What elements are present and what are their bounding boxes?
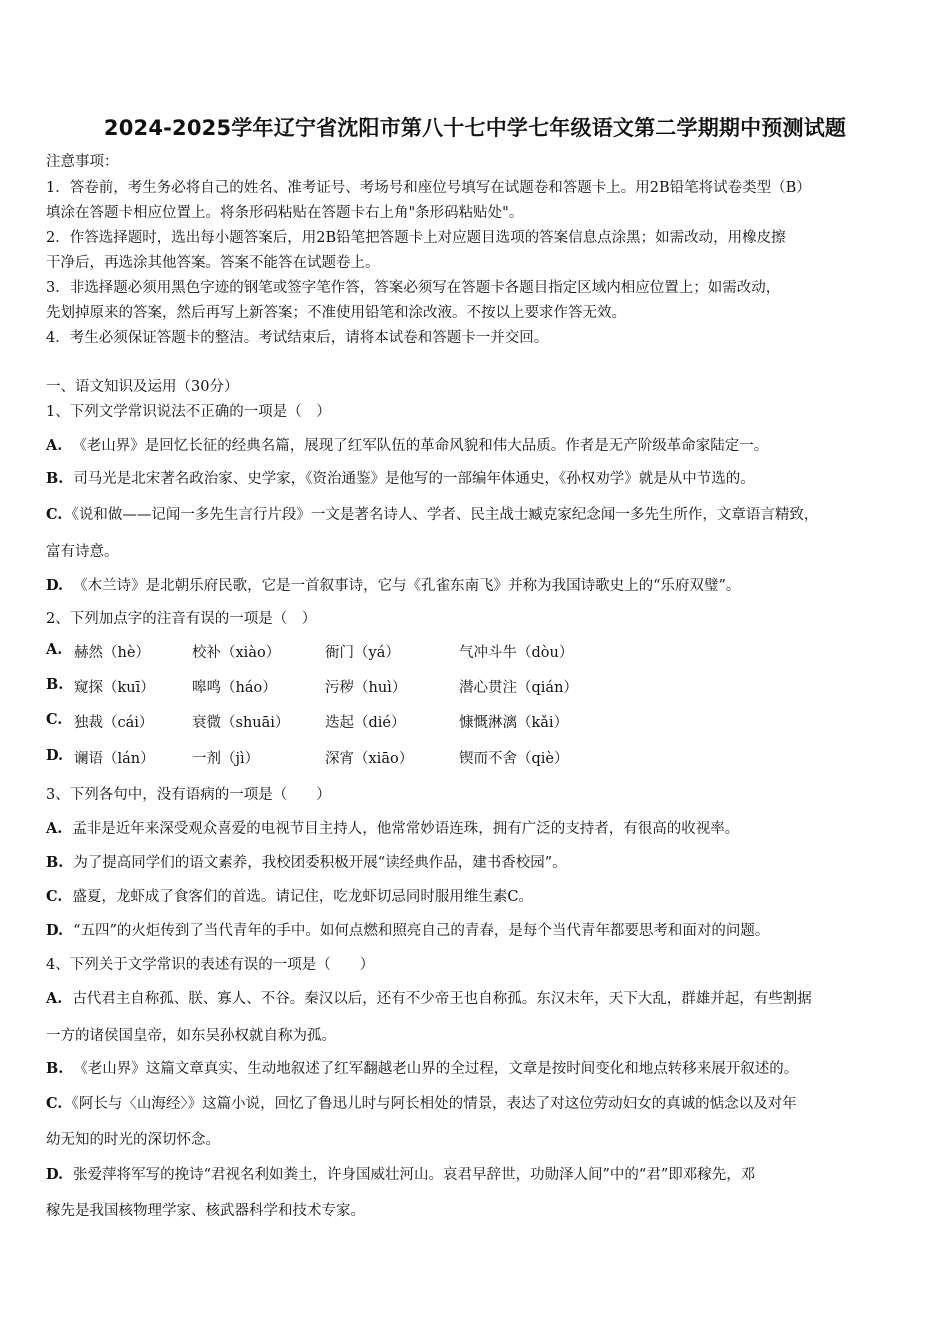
- q3-option-d: [46, 919, 769, 940]
- notice-heading: 注意事项：: [46, 154, 119, 170]
- q4-option-a-cont: 一方的诸侯国皇帝，如东吴孙权就自称为孤。: [46, 1028, 336, 1044]
- q1-option-a: [46, 434, 768, 455]
- option-label: A.: [46, 990, 63, 1007]
- option-text: 盛夏，龙虾成了食客们的首选。请记住，吃龙虾切忌同时服用维生素C。: [72, 889, 533, 905]
- section-heading: 一、语文知识及运用（30分）: [46, 379, 239, 395]
- option-text: 《老山界》是回忆长征的经典名篇，展现了红军队伍的革命风貌和伟大品质。作者是无产阶级革命家陆定一。: [72, 438, 769, 454]
- q2-item: 一剂（jì）: [192, 751, 260, 767]
- q2-item: 校补（xiào）: [192, 645, 281, 661]
- question-1-stem: 1、下列文学常识说法不正确的一项是（ ）: [46, 404, 331, 420]
- option-text: “五四”的火炬传到了当代青年的手中。如何点燃和照亮自己的青春，是每个当代青年都要思考和面对的问题。: [73, 923, 770, 939]
- option-text: 《木兰诗》是北朝乐府民歌，它是一首叙事诗，它与《孔雀东南飞》并称为我国诗歌史上的“乐府双璧”。: [73, 578, 741, 594]
- option-text: 孟非是近年来深受观众喜爱的电视节目主持人，他常常妙语连珠，拥有广泛的支持者，有很高的收视率。: [72, 821, 740, 837]
- option-label: B.: [46, 470, 64, 487]
- q4-option-d: [46, 1163, 755, 1184]
- q2-row-label: B.: [46, 676, 64, 693]
- q2-item: 污秽（huì）: [325, 680, 407, 696]
- notice-line: 填涂在答题卡相应位置上。将条形码粘贴在答题卡右上角"条形码粘贴处"。: [46, 205, 524, 221]
- q2-item: 气冲斗牛（dòu）: [459, 645, 574, 661]
- notice-line: 1．答卷前，考生务必将自己的姓名、准考证号、考场号和座位号填写在试题卷和答题卡上。用2B铅笔将试卷类型（B）: [46, 180, 811, 196]
- q1-option-c: [46, 503, 818, 524]
- option-text: 为了提高同学们的语文素养，我校团委积极开展“读经典作品，建书香校园”。: [73, 855, 567, 871]
- q2-row-label: A.: [46, 641, 63, 658]
- q3-option-c: [46, 885, 533, 906]
- q2-item: 独裁（cái）: [74, 715, 154, 731]
- option-label: D.: [46, 577, 64, 594]
- option-text: 《阿长与〈山海经〉》这篇小说，回忆了鲁迅儿时与阿长相处的情景，表达了对这位劳动妇女的真诚的惦念以及对年: [64, 1096, 797, 1112]
- q1-option-c-cont: 富有诗意。: [46, 544, 119, 560]
- q3-option-a: [46, 817, 739, 838]
- option-text: 《老山界》这篇文章真实、生动地叙述了红军翻越老山界的全过程，文章是按时间变化和地点转移来展开叙述的。: [73, 1061, 799, 1077]
- q4-option-c-cont: 幼无知的时光的深切怀念。: [46, 1132, 220, 1148]
- option-text: 司马光是北宋著名政治家、史学家，《资治通鉴》是他写的一部编年体通史，《孙权劝学》就是从中节选的。: [73, 471, 755, 487]
- notice-line: 先划掉原来的答案，然后再写上新答案；不准使用铅笔和涂改液。不按以上要求作答无效。: [46, 305, 626, 321]
- q2-row-label: C.: [46, 711, 63, 728]
- question-2-stem: 2、下列加点字的注音有误的一项是（ ）: [46, 611, 317, 627]
- question-3-stem: 3、下列各句中，没有语病的一项是（ ）: [46, 787, 331, 803]
- q2-item: 衰微（shuāi）: [192, 715, 290, 731]
- q4-option-b: [46, 1057, 798, 1078]
- option-label: D.: [46, 922, 64, 939]
- option-label: C.: [46, 888, 63, 905]
- q4-option-d-cont: 稼先是我国核物理学家、核武器科学和技术专家。: [46, 1203, 365, 1219]
- q2-item: 嗥鸣（háo）: [192, 680, 277, 696]
- q1-option-d: [46, 574, 740, 595]
- notice-line: 3．非选择题必须用黑色字迹的钢笔或签字笔作答，答案必须写在答题卡各题目指定区域内相应位置上；如需改动，: [46, 280, 781, 296]
- notice-line: 干净后，再选涂其他答案。答案不能答在试题卷上。: [46, 255, 380, 271]
- q2-item: 窥探（kuī）: [74, 680, 155, 696]
- option-label: A.: [46, 820, 63, 837]
- q3-option-b: [46, 851, 567, 872]
- notice-line: 2．作答选择题时，选出每小题答案后，用2B铅笔把答题卡上对应题目选项的答案信息点涂黑；如需改动，用橡皮擦: [46, 230, 786, 246]
- q2-item: 迭起（dié）: [325, 715, 406, 731]
- q4-option-a: [46, 987, 812, 1008]
- q2-item: 谰语（lán）: [74, 751, 155, 767]
- notice-line: 4．考生必须保证答题卡的整洁。考试结束后，请将本试卷和答题卡一并交回。: [46, 330, 549, 346]
- option-label: A.: [46, 437, 63, 454]
- q2-item: 慷慨淋漓（kǎi）: [459, 715, 569, 731]
- q2-item: 赫然（hè）: [74, 645, 150, 661]
- option-label: B.: [46, 1060, 64, 1077]
- option-label: C.: [46, 506, 63, 523]
- option-text: 张爱萍将军写的挽诗“君视名利如粪土，许身国威壮河山。哀君早辞世，功勋泽人间”中的“君”即邓稼先，邓: [73, 1167, 756, 1183]
- page-title: 2024-2025学年辽宁省沈阳市第八十七中学七年级语文第二学期期中预测试题: [103, 116, 847, 140]
- option-label: B.: [46, 854, 64, 871]
- option-label: C.: [46, 1095, 63, 1112]
- q2-item: 潜心贯注（qián）: [459, 680, 578, 696]
- option-label: D.: [46, 1166, 64, 1183]
- option-text: 《说和做——记闻一多先生言行片段》一文是著名诗人、学者、民主战士臧克家纪念闻一多先生所作，文章语言精致，: [64, 507, 819, 523]
- option-text: 古代君主自称孤、朕、寡人、不谷。秦汉以后，还有不少帝王也自称孤。东汉末年，天下大乱，群雄并起，有些割据: [72, 991, 812, 1007]
- q2-item: 深宵（xiāo）: [325, 751, 414, 767]
- question-4-stem: 4、下列关于文学常识的表述有误的一项是（ ）: [46, 957, 375, 973]
- q2-row-label: D.: [46, 747, 64, 764]
- q2-item: 锲而不舍（qiè）: [459, 751, 569, 767]
- q4-option-c: [46, 1092, 797, 1113]
- q1-option-b: [46, 467, 755, 488]
- q2-item: 衙门（yá）: [325, 645, 400, 661]
